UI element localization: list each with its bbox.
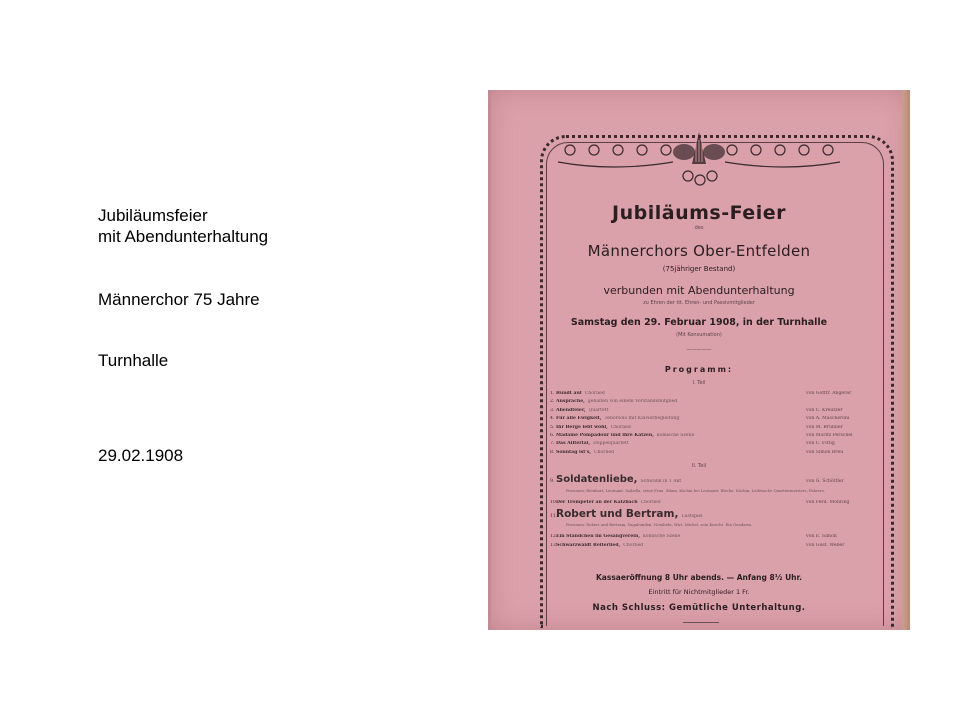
program-item — [550, 534, 868, 542]
program-item-number: 6. — [550, 432, 555, 438]
program-item-composer: von A. Mascheroni — [806, 416, 850, 422]
program-item-title: Soldatenliebe, — [556, 474, 638, 485]
program-item-composer: von E. Simon — [806, 534, 837, 540]
program-item — [550, 543, 868, 551]
program-item-title: Für alle Ewigkeit, — [556, 416, 602, 422]
program-item-description: komische Szene — [642, 534, 681, 540]
doc-title: Jubiläums-Feier — [612, 202, 786, 224]
program-item-title: Ihr Berge lebt wohl, — [556, 424, 608, 430]
doc-date-line: Samstag den 29. Februar 1908, in der Turnhalle — [570, 317, 828, 328]
program-item-title: Abendfeier, — [556, 407, 586, 413]
program-item-description: Chorlied — [640, 500, 661, 505]
program-item-number: 4. — [550, 416, 555, 422]
program-item-description: Chorlied — [584, 391, 605, 396]
program-item-note: Personen: Robert und Bertram, Vagabunden. Notabeln, Wirt. Michel, sein Knecht. Ein Gendarm. — [566, 522, 753, 528]
doc-konsumation: (Mit Konsumation) — [676, 332, 722, 338]
program-item-number: 1. — [550, 391, 555, 396]
program-item-title: Sonntag ist's, — [556, 449, 592, 455]
program-item-title: Ansprache, — [556, 399, 585, 405]
program-item-description: Quartett — [588, 407, 609, 413]
program-item-composer: von Ferd. Möhring — [806, 500, 850, 505]
program-item-title: Robert und Bertram, — [556, 508, 679, 521]
program-item-composer: von G. Schöttler — [806, 479, 844, 484]
doc-des: des — [694, 225, 704, 231]
program-item-number: 12. — [550, 534, 558, 540]
program-item — [550, 425, 868, 433]
program-item-number: 11. — [550, 514, 558, 520]
doc-programm: Programm: — [664, 365, 734, 374]
program-list-1 — [550, 391, 868, 458]
program-item-title: Madame Pompadour und ihre Katzen, — [556, 432, 654, 438]
program-item-number: 10. — [550, 500, 558, 505]
program-item-description: Schwank in 1 Akt — [640, 479, 682, 484]
caption-datum: 29.02.1908 — [98, 446, 184, 465]
program-item — [550, 433, 868, 441]
program-item-composer: von Simon Breu — [806, 449, 844, 455]
program-item-description: Lustspiel — [681, 514, 703, 520]
program-item-composer: von C. Kreutzer — [806, 407, 843, 413]
program-item-description: gehalten von einem Vorstandsmitglied — [587, 399, 678, 405]
program-item-title: Der Trompeter an der Katzbach — [556, 500, 638, 505]
program-item-description: Chorlied — [594, 449, 615, 455]
program-item-composer: von C. Fittig — [806, 441, 835, 447]
ornament-header-icon — [488, 128, 910, 198]
program-item-number: 3. — [550, 407, 555, 413]
doc-ehren: zu Ehren der tit. Ehren- und Passivmitglieder — [643, 300, 755, 306]
doc-kasse: Kassaeröffnung 8 Uhr abends. — Anfang 8½ Uhr. — [596, 573, 802, 582]
program-item-description: Tenorsolo mit Klavierbegleitung — [604, 416, 680, 422]
doc-teil-1: I. Teil — [692, 380, 706, 386]
program-item-number: 8. — [550, 449, 555, 455]
program-item — [550, 441, 868, 449]
doc-verbunden: verbunden mit Abendunterhaltung — [603, 284, 795, 297]
program-item — [550, 408, 868, 416]
doc-nach-schluss: Nach Schluss: Gemütliche Unterhaltung. — [592, 603, 806, 613]
program-item — [550, 399, 868, 407]
program-item-number: 5. — [550, 424, 555, 430]
program-item-composer: von Moritz Perschel — [806, 432, 853, 438]
program-list-2 — [550, 474, 868, 551]
program-item-description: Chorlied — [610, 424, 631, 430]
doc-name: Männerchors Ober-Entfelden — [587, 242, 811, 260]
program-item-number: 13. — [550, 542, 558, 548]
program-item — [550, 450, 868, 458]
caption-ort: Turnhalle — [98, 351, 169, 370]
program-item-title: Das Alltertal, — [556, 441, 591, 447]
program-item-composer: von Gust. Weber — [806, 542, 845, 548]
program-item-description: Doppelquartett — [593, 441, 629, 447]
program-item-composer: von M. Brunner — [806, 424, 843, 430]
program-item-title: Schwarzwaldt Reiterlied, — [556, 542, 621, 548]
program-item — [550, 508, 868, 522]
program-item-number: 7. — [550, 441, 555, 447]
bottom-rule — [683, 622, 719, 623]
caption-line-1: Jubiläumsfeier — [98, 206, 208, 225]
program-item-number: 9. — [550, 479, 555, 484]
doc-subtitle: (75jähriger Bestand) — [662, 265, 736, 273]
doc-divider: ————— — [686, 347, 712, 353]
caption-chor: Männerchor 75 Jahre — [98, 290, 260, 309]
program-item — [550, 474, 868, 488]
program-item — [550, 391, 868, 399]
program-photo — [488, 90, 910, 630]
program-item — [550, 416, 868, 424]
doc-eintritt: Eintritt für Nichtmitglieder 1 Fr. — [648, 588, 750, 596]
program-item-description: komische Szene — [656, 432, 695, 438]
caption-title — [98, 205, 268, 247]
program-item — [550, 500, 868, 508]
doc-teil-2: II. Teil — [691, 463, 707, 469]
program-item-composer: von Gottfr. Angerer — [806, 391, 852, 396]
caption-line-2: mit Abendunterhaltung — [98, 227, 269, 246]
program-item-title: Ein Ständchen im Gesangverein, — [556, 534, 640, 540]
program-item-note: Personen: Reinhart, Leutnant. Isabella, seine Frau. Silum, Köchin bei Leutnant. Blecke, Köchin. Leibwache Quartiermeisters, Fahrers. — [566, 488, 826, 493]
program-item-title: Bundt auf — [556, 391, 582, 396]
program-item-number: 2. — [550, 399, 555, 405]
program-item-description: Chorlied — [623, 542, 644, 548]
